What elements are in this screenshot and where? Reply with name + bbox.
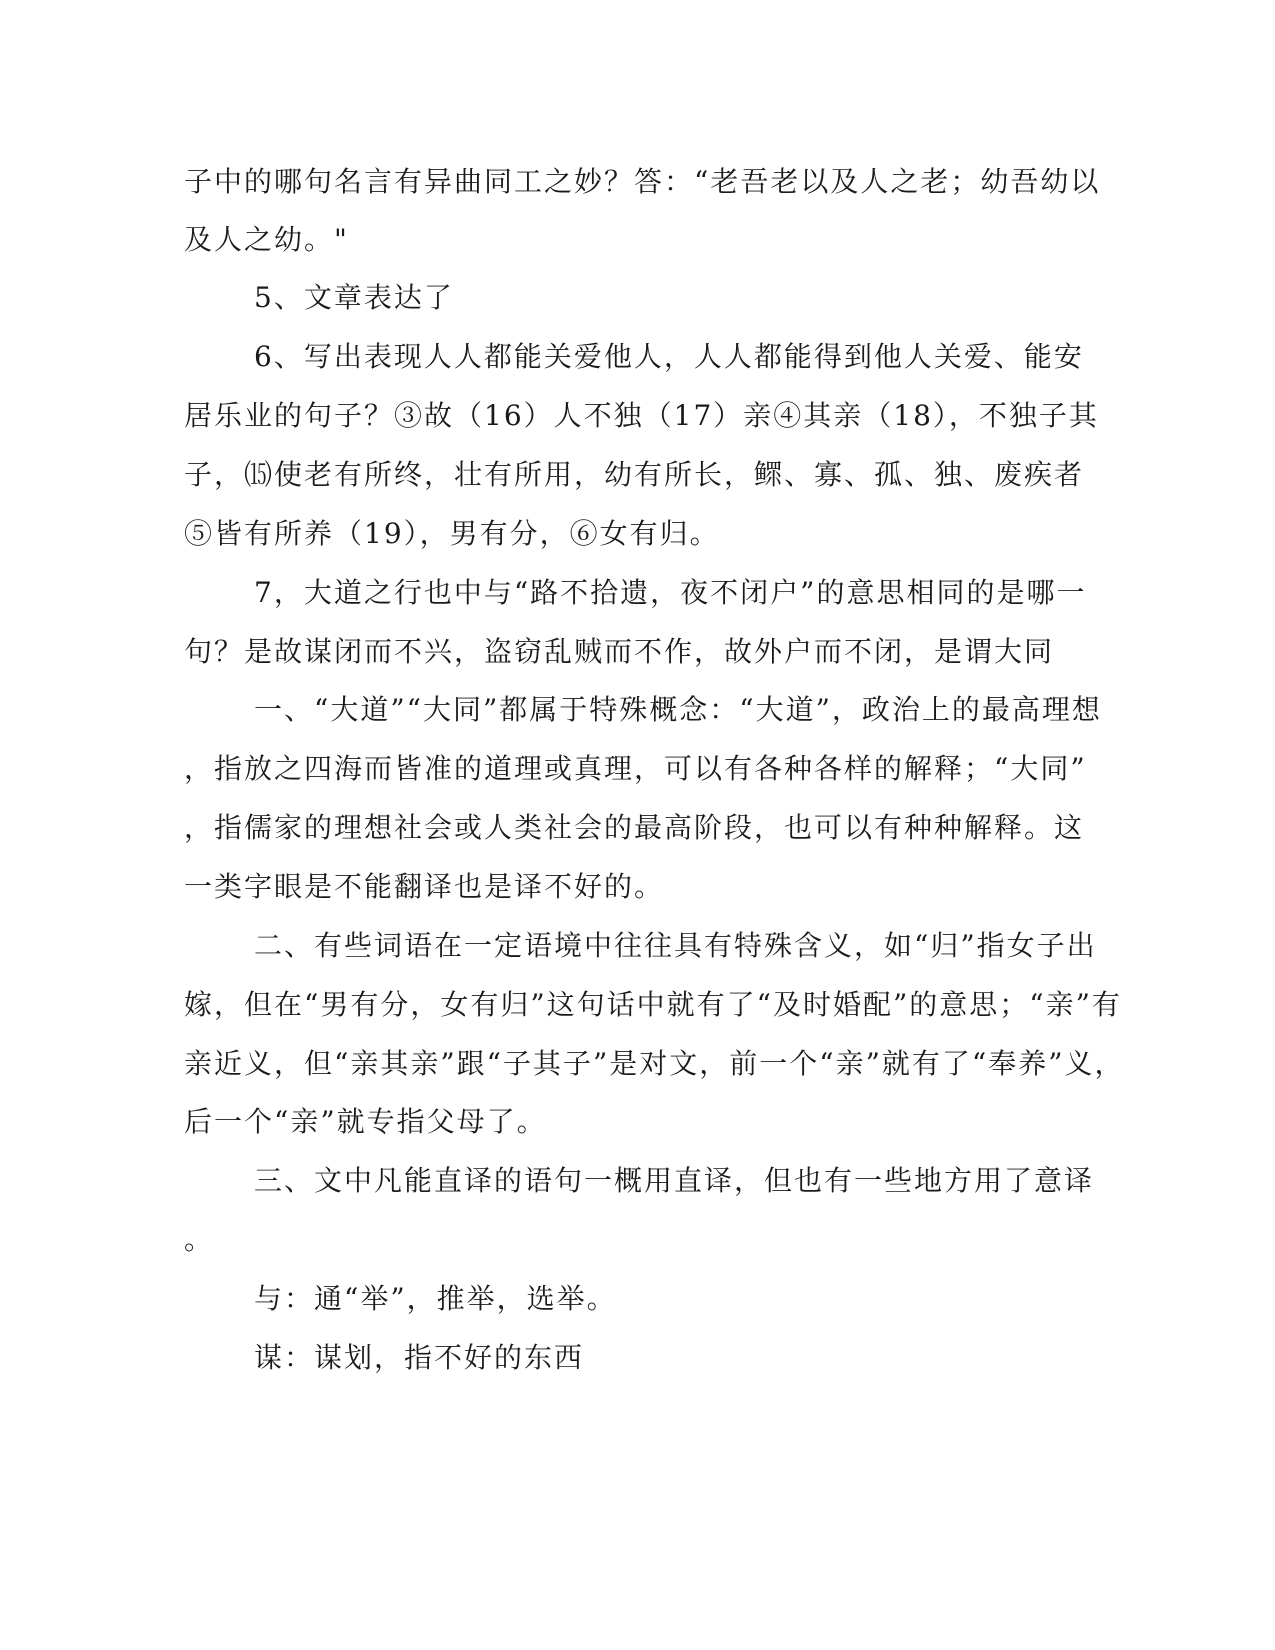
text-line-7: ⑤皆有所养（19），男有分，⑥女有归。 [184, 517, 720, 550]
text-line-2: 及人之幼。" [184, 223, 349, 256]
text-line-11: ，指放之四海而皆准的道理或真理，可以有各种各样的解释；“大同” [184, 752, 1087, 785]
text-line-3: 5、文章表达了 [254, 281, 454, 314]
text-line-9: 句？是故谋闭而不兴，盗窃乱贼而不作，故外户而不闭，是谓大同 [184, 635, 1055, 668]
text-line-13: 一类字眼是不能翻译也是译不好的。 [184, 870, 665, 903]
text-line-8: 7，大道之行也中与“路不拾遗，夜不闭户”的意思相同的是哪一 [254, 576, 1087, 609]
text-line-20: 与：通“举”，推举，选举。 [254, 1282, 617, 1315]
text-line-15: 嫁，但在“男有分，女有归”这句话中就有了“及时婚配”的意思；“亲”有 [184, 988, 1122, 1021]
text-line-12: ，指儒家的理想社会或人类社会的最高阶段，也可以有种种解释。这 [184, 811, 1085, 844]
text-line-5: 居乐业的句子？③故（16）人不独（17）亲④其亲（18），不独子其 [184, 399, 1099, 432]
text-line-21: 谋：谋划，指不好的东西 [254, 1341, 585, 1374]
text-line-17: 后一个“亲”就专指父母了。 [184, 1105, 547, 1138]
text-line-1: 子中的哪句名言有异曲同工之妙？答：“老吾老以及人之老；幼吾幼以 [184, 165, 1101, 198]
text-line-19: 。 [184, 1223, 215, 1256]
text-line-14: 二、有些词语在一定语境中往往具有特殊含义，如“归”指女子出 [254, 929, 1097, 962]
text-line-16: 亲近义，但“亲其亲”跟“子其子”是对文，前一个“亲”就有了“奉养”义， [184, 1047, 1125, 1080]
text-line-18: 三、文中凡能直译的语句一概用直译，但也有一些地方用了意译 [254, 1164, 1095, 1197]
text-line-6: 子，⒂使老有所终，壮有所用，幼有所长，鳏、寡、孤、独、废疾者 [184, 458, 1085, 491]
text-line-10: 一、“大道”“大同”都属于特殊概念：“大道”，政治上的最高理想 [254, 693, 1102, 726]
text-line-4: 6、写出表现人人都能关爱他人，人人都能得到他人关爱、能安 [254, 340, 1084, 373]
